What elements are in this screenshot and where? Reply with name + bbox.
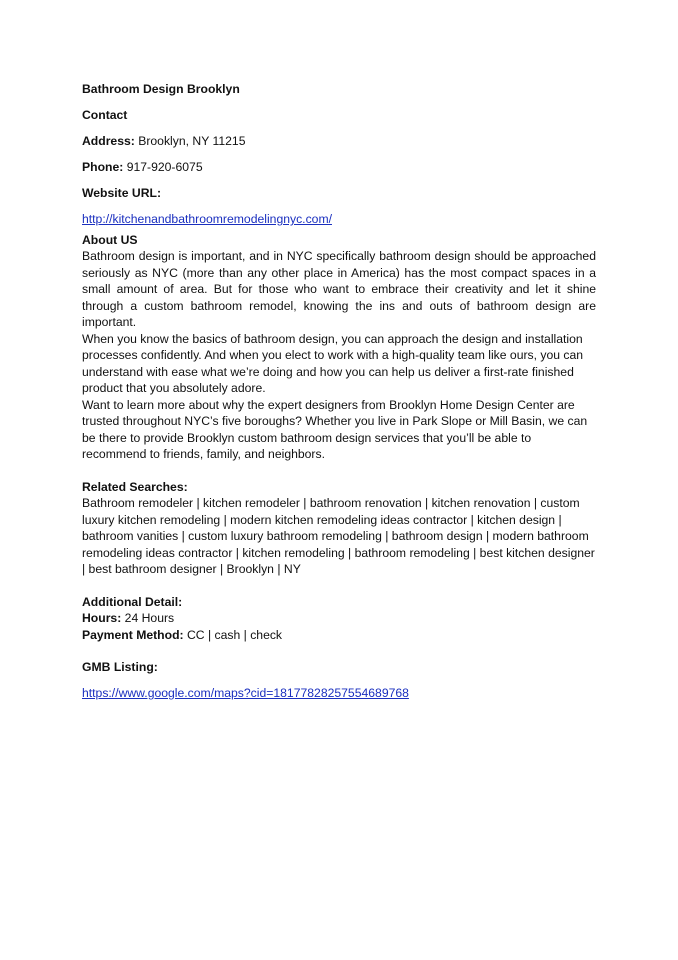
about-paragraph-3: Want to learn more about why the expert designers from Brooklyn Home Design Center are trusted throughout NYC’s five boroughs? Whether you live in Park Slope or Mill Basin, we can be there to provide Brooklyn custom bathroom design services that you’ll be able to recommend to friends, family, and neighbors. [82, 397, 588, 461]
payment-line [82, 627, 596, 644]
address-value: Brooklyn, NY 11215 [138, 134, 246, 148]
about-paragraph-1: Bathroom design is important, and in NYC specifically bathroom design should be approached seriously as NYC (more than any other place in America) has the most compact spaces in a small amount of area. But for those who want to embrace their creativity and let it shine through a custom bathroom remodel, knowing the ins and outs of bathroom design are important. [82, 249, 596, 329]
payment-label: Payment Method: [82, 627, 184, 642]
additional-detail-heading: Additional Detail: [82, 594, 183, 609]
related-searches-heading: Related Searches: [82, 479, 188, 494]
address-label: Address: [82, 134, 135, 148]
hours-value: 24 Hours [124, 611, 175, 625]
phone-value: 917-920-6075 [126, 160, 203, 174]
gmb-line [82, 685, 596, 702]
about-heading: About US [82, 232, 138, 247]
website-line [82, 211, 596, 228]
website-label: Website URL: [82, 186, 161, 200]
hours-label: Hours: [82, 611, 122, 625]
about-paragraph-2: When you know the basics of bathroom design, you can approach the design and installation processes confidently. And when you elect to work with a high-quality team like ours, you can understand with ease what we’re doing and how you can help us deliver a first-rate finished product that you absolutely adore. [82, 331, 584, 395]
business-name-heading: Bathroom Design Brooklyn [82, 82, 240, 96]
address-line [82, 133, 596, 150]
website-link[interactable]: http://kitchenandbathroomremodelingnyc.com/ [82, 212, 332, 226]
phone-label: Phone: [82, 160, 124, 174]
contact-heading: Contact [82, 108, 128, 122]
hours-line [82, 610, 596, 627]
payment-value: CC | cash | check [186, 627, 283, 642]
phone-line [82, 159, 596, 176]
document-body [82, 81, 596, 702]
gmb-heading: GMB Listing: [82, 660, 158, 674]
related-searches-text: Bathroom remodeler | kitchen remodeler | bathroom renovation | kitchen renovation | custom luxury kitchen remodeling | modern kitchen remodeling ideas contractor | kitchen design | bathroom vanities | custom luxury bathroom remodeling | bathroom design | modern bathroom remodeling ideas contractor | kitchen remodeling | bathroom remodeling | best kitchen designer | best bathroom designer | Brooklyn | NY [82, 496, 595, 576]
gmb-link[interactable]: https://www.google.com/maps?cid=18177828257554689768 [82, 686, 409, 700]
